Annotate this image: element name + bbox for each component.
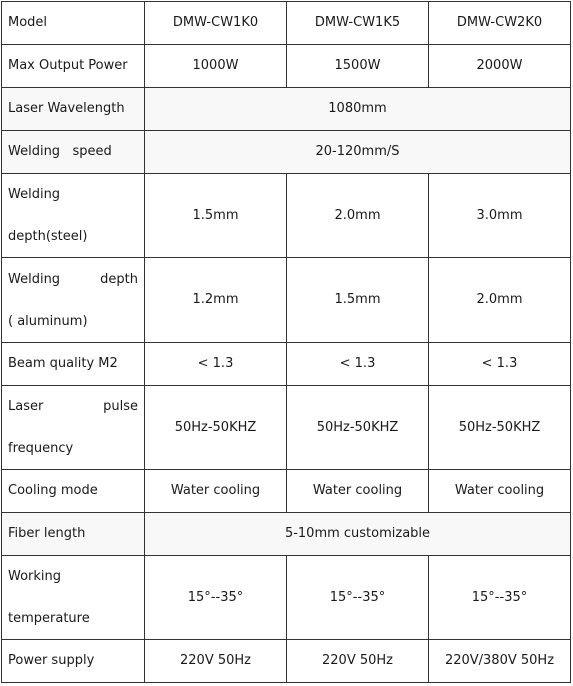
cell-value: < 1.3: [145, 343, 287, 386]
label-part: pulse: [103, 399, 138, 414]
cell-value: < 1.3: [287, 343, 429, 386]
table-row: [2, 343, 571, 386]
cell-value: Water cooling: [145, 470, 287, 513]
label-part: Welding: [8, 144, 61, 159]
cell-value: 1000W: [145, 45, 287, 88]
label-line: [8, 396, 138, 417]
cell-value: 50Hz-50KHZ: [429, 386, 571, 470]
cell-value: 50Hz-50KHZ: [145, 386, 287, 470]
cell-value: 220V 50Hz: [145, 640, 287, 683]
table-row: [2, 258, 571, 343]
cell-value: 2000W: [429, 45, 571, 88]
table-row: [2, 88, 571, 131]
table-row-header: [2, 2, 571, 45]
cell-value: 1.5mm: [287, 258, 429, 343]
row-label-welding-depth-steel: [2, 174, 145, 258]
table-row: [2, 640, 571, 683]
table-row: [2, 131, 571, 174]
row-label-fiber-length: Fiber length: [2, 513, 145, 556]
label-line: frequency: [8, 441, 74, 456]
cell-value-merged: 5-10mm customizable: [145, 513, 571, 556]
cell-value: 1500W: [287, 45, 429, 88]
cell-value: 15°--35°: [145, 556, 287, 640]
label-part: depth: [100, 271, 138, 287]
header-cw1k5: DMW-CW1K5: [287, 2, 429, 45]
label-line: Working: [8, 569, 62, 584]
cell-value-merged: 20-120mm/S: [145, 131, 571, 174]
cell-value: < 1.3: [429, 343, 571, 386]
cell-value: 2.0mm: [429, 258, 571, 343]
cell-value: 220V 50Hz: [287, 640, 429, 683]
label-line: temperature: [8, 611, 90, 626]
table-row: [2, 513, 571, 556]
cell-value: 2.0mm: [287, 174, 429, 258]
label-part: Welding: [8, 271, 61, 287]
cell-value-merged: 1080mm: [145, 88, 571, 131]
row-label-laser-pulse-frequency: [2, 386, 145, 470]
row-label-working-temperature: [2, 556, 145, 640]
label-line: Welding: [8, 187, 61, 202]
table-row: [2, 470, 571, 513]
cell-value: 15°--35°: [429, 556, 571, 640]
cell-value: 3.0mm: [429, 174, 571, 258]
label-line: ( aluminum): [8, 313, 88, 329]
row-label-cooling-mode: Cooling mode: [2, 470, 145, 513]
row-label-laser-wavelength: Laser Wavelength: [2, 88, 145, 131]
table-row: [2, 386, 571, 470]
row-label-welding-depth-aluminum: [2, 258, 145, 343]
label-part: speed: [72, 144, 112, 159]
row-label-welding-speed: [2, 131, 145, 174]
cell-value: 220V/380V 50Hz: [429, 640, 571, 683]
row-label-max-output-power: Max Output Power: [2, 45, 145, 88]
header-model: Model: [2, 2, 145, 45]
label-part: Laser: [8, 399, 44, 414]
cell-value: Water cooling: [429, 470, 571, 513]
cell-value: 15°--35°: [287, 556, 429, 640]
row-label-power-supply: Power supply: [2, 640, 145, 683]
table-row: [2, 174, 571, 258]
header-cw1k0: DMW-CW1K0: [145, 2, 287, 45]
cell-value: 50Hz-50KHZ: [287, 386, 429, 470]
label-line: depth(steel): [8, 229, 88, 244]
spec-table: [1, 1, 571, 683]
header-cw2k0: DMW-CW2K0: [429, 2, 571, 45]
cell-value: 1.2mm: [145, 258, 287, 343]
cell-value: Water cooling: [287, 470, 429, 513]
row-label-beam-quality: Beam quality M2: [2, 343, 145, 386]
label-line: [8, 269, 138, 290]
table-row: [2, 45, 571, 88]
table-row: [2, 556, 571, 640]
cell-value: 1.5mm: [145, 174, 287, 258]
